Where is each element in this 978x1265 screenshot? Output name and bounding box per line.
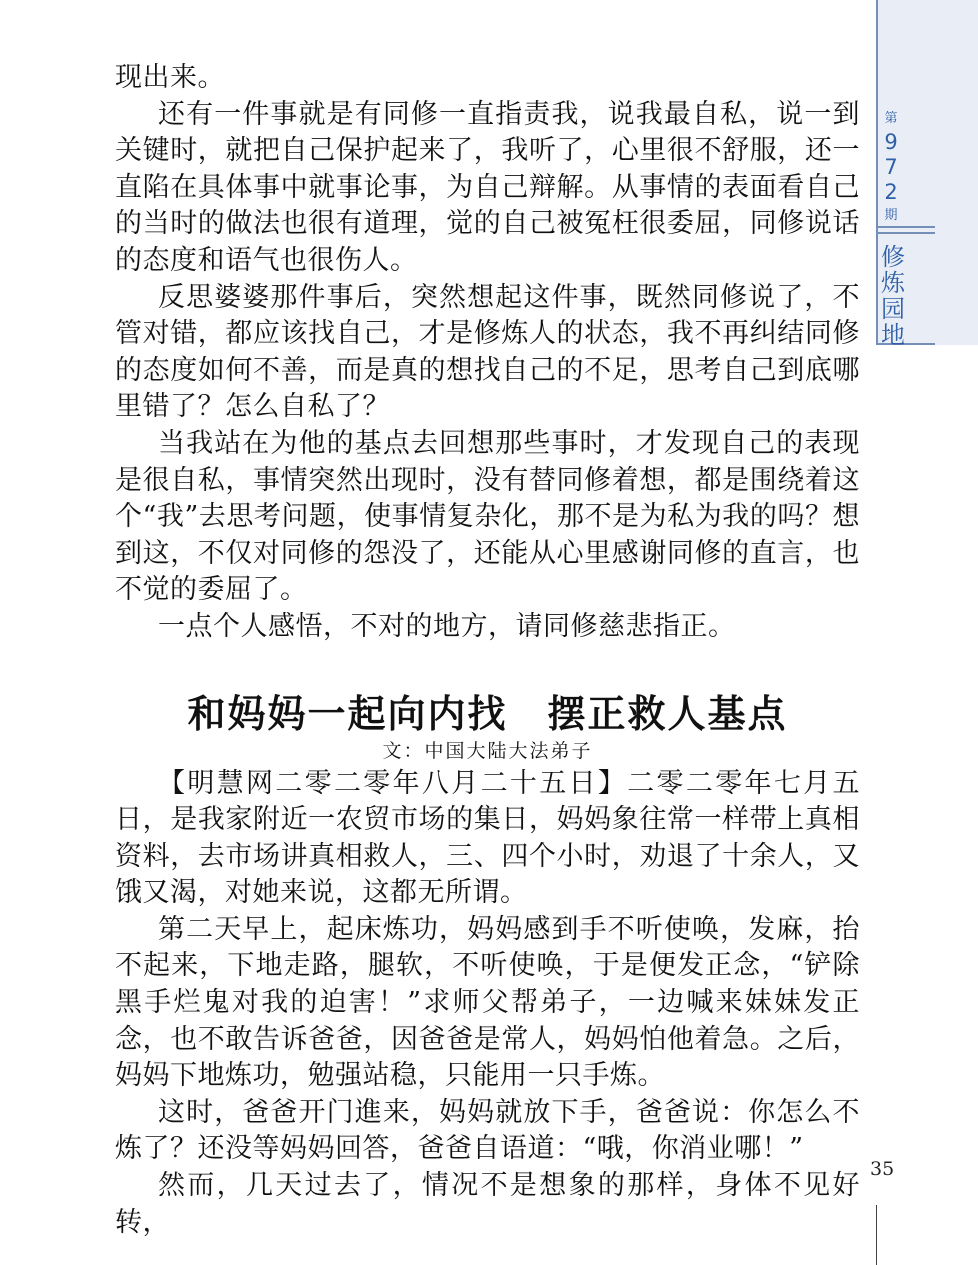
paragraph: 第二天早上，起床炼功，妈妈感到手不听使唤，发麻，抬不起来，下地走路，腿软，不听使唤，于是便发正念，“铲除黑手烂鬼对我的迫害！”求师父帮弟子，一边喊来妹妹发正念，也不敢告诉爸爸，因爸爸是常人，妈妈怕他着急。之后，妈妈下地炼功，勉强站稳，只能用一只手炼。 — [115, 913, 860, 1092]
paragraph: 这时，爸爸开门進来，妈妈就放下手，爸爸说：你怎么不炼了？还没等妈妈回答，爸爸自语道：“哦，你消业哪！” — [115, 1096, 860, 1165]
sidebar-rule — [876, 0, 878, 345]
sidebar-divider-bottom — [878, 232, 935, 234]
paragraph: 【明慧网二零二零年八月二十五日】二零二零年七月五日，是我家附近一农贸市场的集日，妈妈象往常一样带上真相资料，去市场讲真相救人，三、四个小时，劝退了十余人，又饿又渴，对她来说，这都无所谓。 — [115, 767, 860, 909]
issue-digit-2: 7 — [884, 155, 898, 179]
page-body — [115, 60, 860, 1241]
issue-prefix: 第 — [884, 111, 898, 126]
paragraph: 还有一件事就是有同修一直指责我，说我最自私，说一到关键时，就把自己保护起来了，我听了，心里很不舒服，还一直陷在具体事中就事论事，为自己辩解。从事情的表面看自己的当时的做法也很有道理，觉的自己被冤枉很委屈，同修说话的态度和语气也很伤人。 — [115, 98, 860, 276]
issue-digit-3: 2 — [884, 180, 898, 204]
paragraph: 然而，几天过去了，情况不是想象的那样，身体不见好转， — [115, 1170, 860, 1238]
section-name: 修炼园地 — [881, 243, 905, 349]
paragraph: 一点个人感悟，不对的地方，请同修慈悲指正。 — [158, 610, 736, 642]
footer-rule — [876, 1205, 877, 1265]
issue-digit-1: 9 — [884, 130, 898, 154]
article-title: 和妈妈一起向内找 摆正救人基点 — [187, 691, 788, 736]
paragraph-continued: 现出来。 — [115, 62, 225, 93]
article-byline: 文：中国大陆大法弟子 — [382, 739, 593, 762]
paragraph: 反思婆婆那件事后，突然想起这件事，既然同修说了，不管对错，都应该找自己，才是修炼人的状态，我不再纠结同修的态度如何不善，而是真的想找自己的不足，思考自己到底哪里错了？怎么自私了？ — [115, 281, 860, 423]
paragraph: 当我站在为他的基点去回想那些事时，才发现自己的表现是很自私，事情突然出现时，没有替同修着想，都是围绕着这个“我”去思考问题，使事情复杂化，那不是为私为我的吗？想到这，不仅对同修的怨没了，还能从心里感谢同修的直言，也不觉的委屈了。 — [115, 427, 860, 606]
issue-suffix: 期 — [884, 208, 898, 223]
page-number: 35 — [870, 1158, 895, 1180]
issue-number — [880, 108, 902, 227]
